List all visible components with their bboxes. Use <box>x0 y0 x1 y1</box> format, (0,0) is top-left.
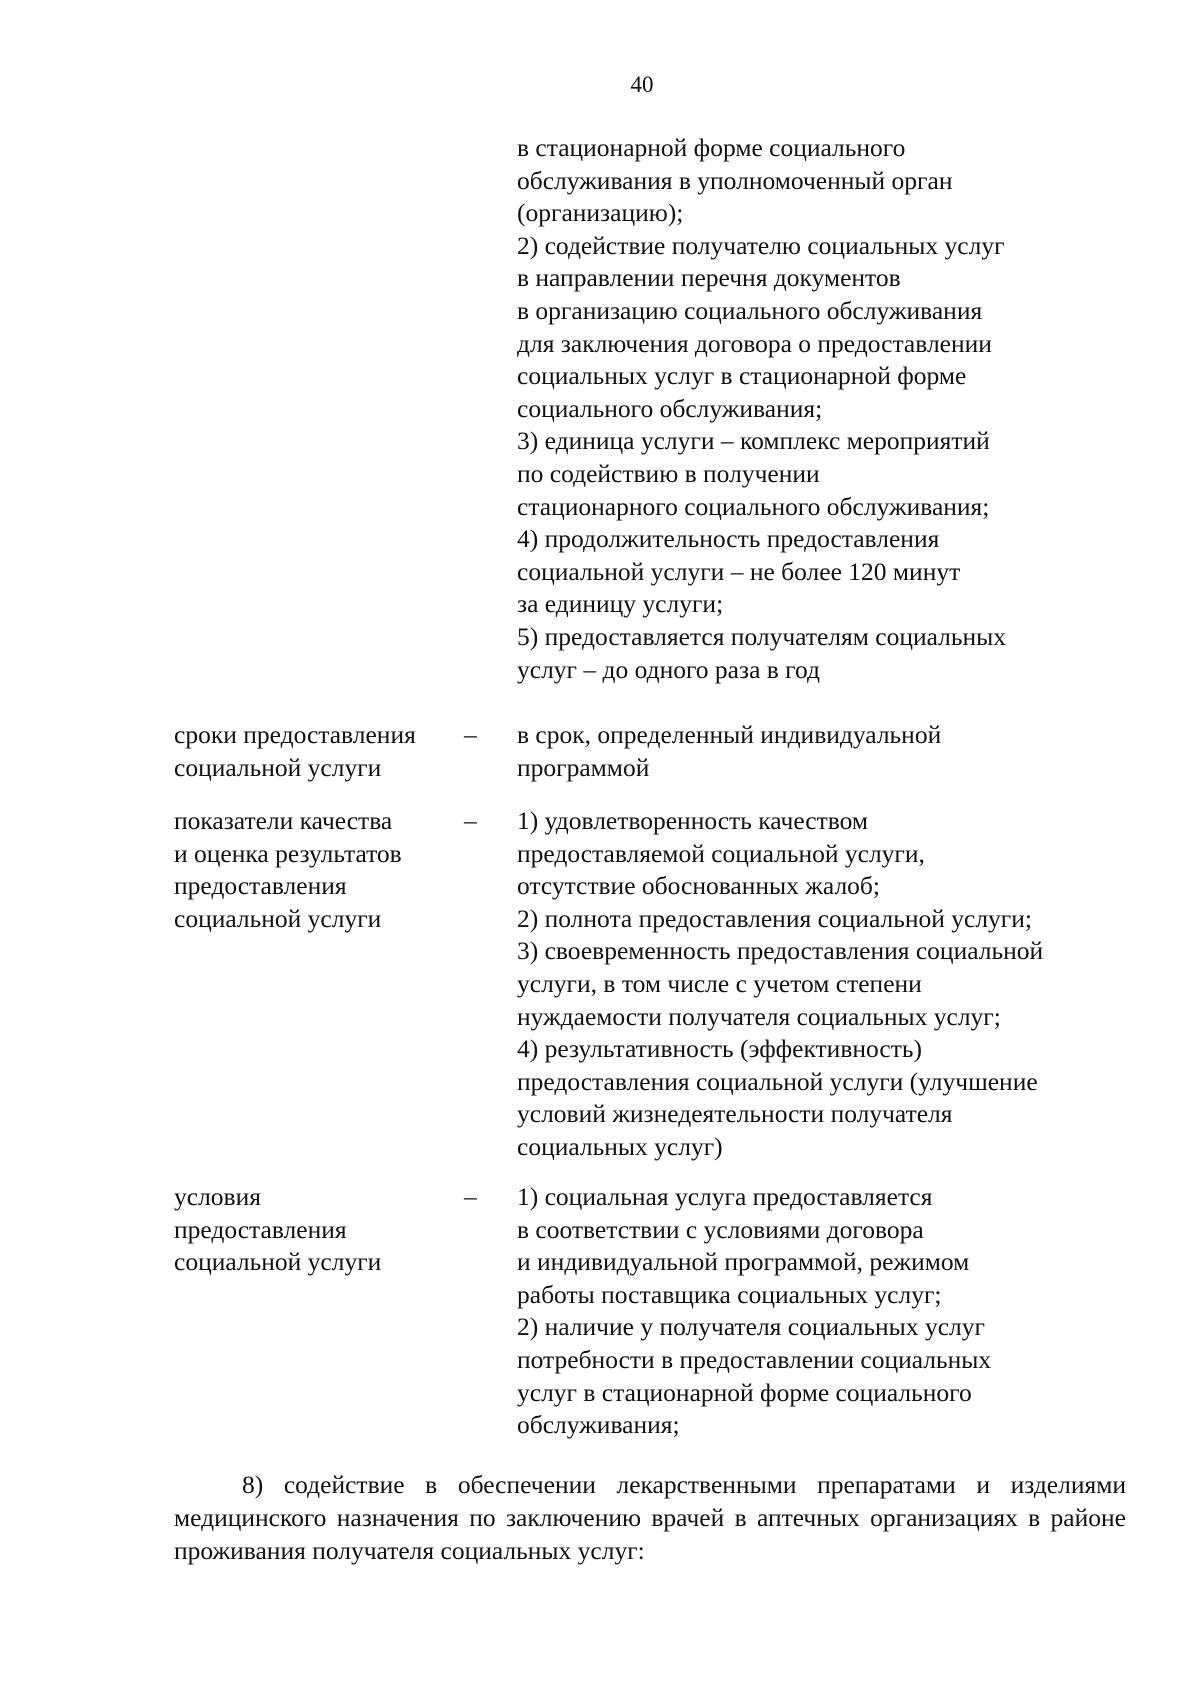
term-description: 1) удовлетворенность качеством предоставляемой социальной услуги, отсутствие обоснованных жалоб; 2) полнота предоставления социальной услуги; 3) своевременность предоставления социальной услуги, в том числе с учетом степени нуждаемости получателя социальных услуг; 4) результативность (эффективность) предоставления социальной услуги (улучшение условий жизнедеятельности получателя социальных услуг) <box>517 806 1044 1161</box>
page-number: 40 <box>630 72 654 97</box>
term-description: 1) социальная услуга предоставляется в соответствии с условиями договора и индивидуальной программой, режимом работы поставщика социальных услуг; 2) наличие у получателя социальных услуг потребности в предоставлении социальных услуг в стационарной форме социального обслуживания; <box>517 1182 992 1440</box>
term-description: в срок, определенный индивидуальной программой <box>517 720 942 782</box>
term-label: условия предоставления социальной услуги <box>174 1182 382 1277</box>
continuation-block <box>174 132 1114 686</box>
row-service-conditions <box>174 1181 1114 1442</box>
row-quality-indicators <box>174 805 1114 1164</box>
term-label: показатели качества и оценка результатов предоставления социальной услуги <box>174 806 402 933</box>
dash-separator: – <box>464 720 477 749</box>
paragraph-item-8: 8) содействие в обеспечении лекарственными препаратами и изделиями медицинского назначения по заключению врачей в аптечных организациях в районе проживания получателя социальных услуг: <box>174 1470 1126 1565</box>
dash-separator: – <box>464 806 477 835</box>
row-service-terms <box>174 719 1114 784</box>
dash-separator: – <box>464 1182 477 1211</box>
continuation-text: в стационарной форме социального обслуживания в уполномоченный орган (организацию); 2) содействие получателю социальных услуг в направлении перечня документов в организацию социального обслуживания для заключения договора о предоставлении социальных услуг в стационарной форме социального обслуживания; 3) единица услуги – комплекс мероприятий по содействию в получении стационарного социального обслуживания; 4) продолжительность предоставления социальной услуги – не более 120 минут за единицу услуги; 5) предоставляется получателям социальных услуг – до одного раза в год <box>517 133 1007 684</box>
term-label: сроки предоставления социальной услуги <box>174 720 416 782</box>
